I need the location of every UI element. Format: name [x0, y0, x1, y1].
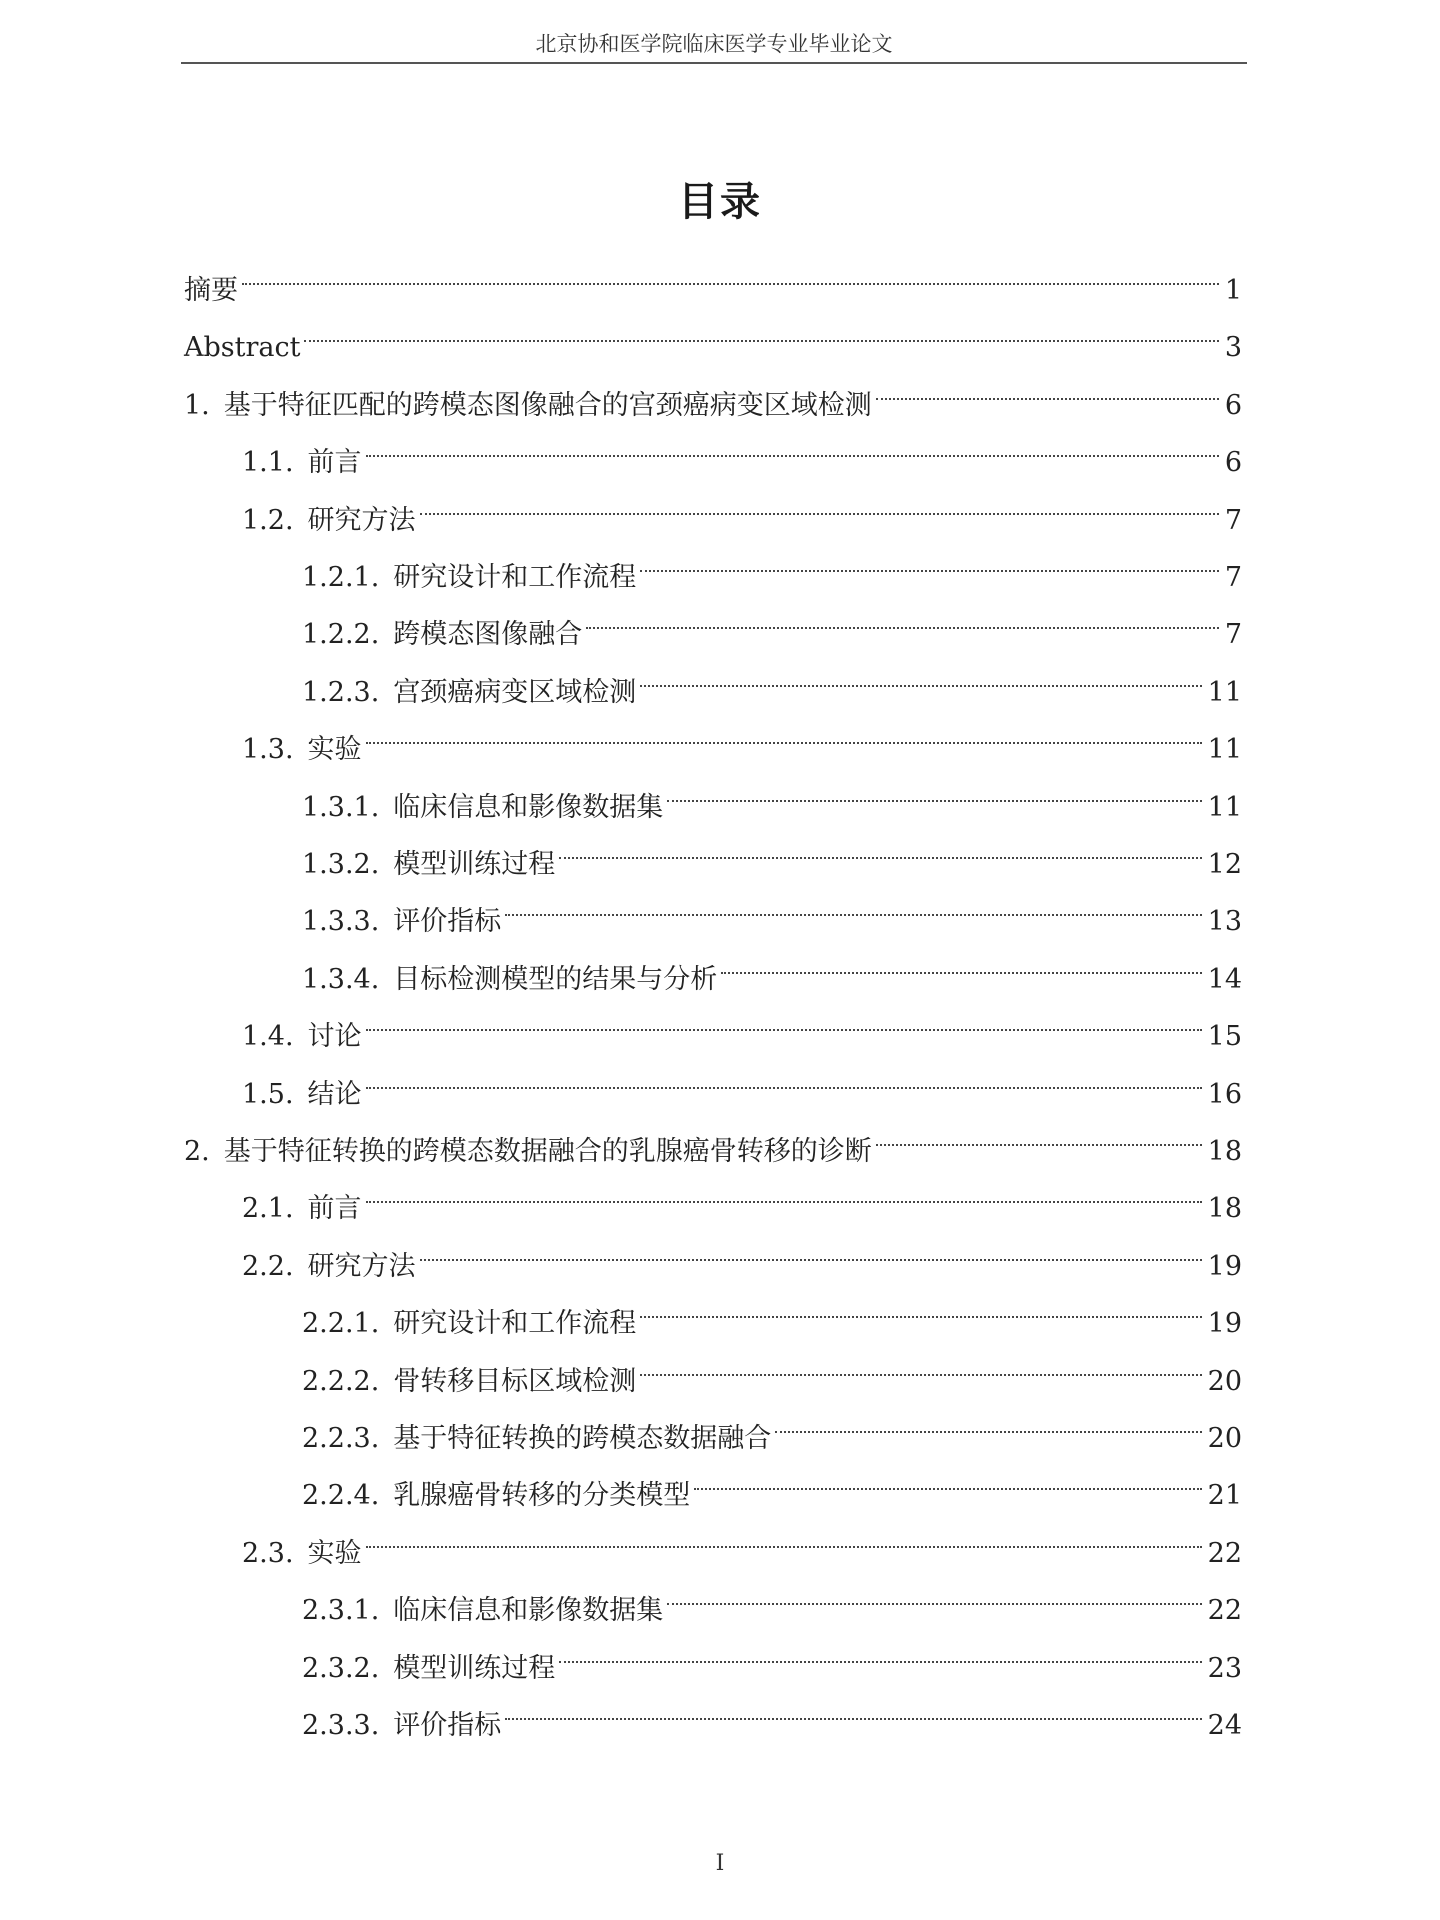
toc-entry[interactable]	[184, 243, 1242, 306]
toc-entry-page-number: 20	[1207, 1423, 1242, 1454]
toc-dot-leader	[559, 817, 1201, 873]
toc-entry-number: 2.3.	[242, 1538, 294, 1569]
toc-entry[interactable]	[302, 1448, 1242, 1511]
toc-entry-number: 1.	[184, 390, 210, 421]
toc-entry-number: 1.2.	[242, 505, 294, 536]
toc-entry-number: 1.2.2.	[302, 619, 380, 650]
toc-entry-number: 1.4.	[242, 1021, 294, 1052]
toc-entry[interactable]	[242, 1161, 1242, 1224]
toc-entry[interactable]	[242, 415, 1242, 478]
toc-entry-label: 临床信息和影像数据集	[393, 792, 664, 823]
toc-entry-number: 1.3.	[242, 734, 294, 765]
toc-entry-page-number: 24	[1207, 1710, 1242, 1741]
toc-entry-number: 1.2.3.	[302, 677, 380, 708]
toc-entry-label: 宫颈癌病变区域检测	[393, 677, 637, 708]
toc-entry-page-number: 1	[1224, 275, 1242, 306]
toc-entry[interactable]	[302, 1276, 1242, 1339]
toc-dot-leader	[667, 1563, 1201, 1619]
toc-entry-label: 模型训练过程	[393, 849, 556, 880]
toc-entry-page-number: 19	[1207, 1251, 1242, 1282]
toc-entry-label: 讨论	[307, 1021, 362, 1052]
toc-entry[interactable]	[302, 645, 1242, 708]
toc-entry-number: 2.1.	[242, 1193, 294, 1224]
running-header: 北京协和医学院临床医学专业毕业论文	[535, 32, 893, 56]
toc-entry-page-number: 11	[1207, 792, 1242, 823]
toc-entry-page-number: 15	[1207, 1021, 1242, 1052]
toc-entry-label: 研究设计和工作流程	[393, 562, 637, 593]
toc-dot-leader	[640, 645, 1201, 701]
toc-entry-number: 1.3.4.	[302, 964, 380, 995]
toc-entry-number: 2.	[184, 1136, 210, 1167]
toc-entry[interactable]	[184, 1104, 1242, 1167]
toc-entry-label: 实验	[307, 734, 362, 765]
toc-entry[interactable]	[302, 1621, 1242, 1684]
page-number: I	[715, 1851, 725, 1876]
toc-entry[interactable]	[242, 1047, 1242, 1110]
toc-entry-label: 基于特征转换的跨模态数据融合	[393, 1423, 772, 1454]
toc-entry-label: 骨转移目标区域检测	[393, 1366, 637, 1397]
toc-entry-label: 跨模态图像融合	[393, 619, 583, 650]
toc-entry-page-number: 7	[1224, 505, 1242, 536]
toc-entry-page-number: 3	[1224, 332, 1242, 363]
toc-entry-page-number: 20	[1207, 1366, 1242, 1397]
toc-entry-page-number: 16	[1207, 1079, 1242, 1110]
toc-entry-page-number: 12	[1207, 849, 1242, 880]
toc-entry-label: 模型训练过程	[393, 1653, 556, 1684]
page-title: 目录	[678, 178, 762, 225]
toc-dot-leader	[640, 530, 1219, 586]
toc-entry-label: 研究方法	[307, 1251, 416, 1282]
toc-dot-leader	[366, 1047, 1202, 1103]
toc-dot-leader	[420, 473, 1219, 529]
toc-dot-leader	[667, 760, 1201, 816]
toc-entry-number: 1.3.1.	[302, 792, 380, 823]
toc-entry-page-number: 6	[1224, 447, 1242, 478]
toc-entry[interactable]	[184, 300, 1242, 363]
toc-entry[interactable]	[242, 473, 1242, 536]
toc-entry[interactable]	[302, 530, 1242, 593]
toc-dot-leader	[366, 702, 1202, 758]
toc-entry-label: 乳腺癌骨转移的分类模型	[393, 1480, 691, 1511]
toc-entry-page-number: 22	[1207, 1595, 1242, 1626]
toc-entry-label: 评价指标	[393, 1710, 502, 1741]
toc-entry-label: 目标检测模型的结果与分析	[393, 964, 718, 995]
toc-dot-leader	[586, 587, 1219, 643]
toc-entry[interactable]	[242, 702, 1242, 765]
toc-entry[interactable]	[242, 1506, 1242, 1569]
toc-entry-page-number: 6	[1224, 390, 1242, 421]
toc-entry-page-number: 19	[1207, 1308, 1242, 1339]
toc-entry-label: 基于特征转换的跨模态数据融合的乳腺癌骨转移的诊断	[223, 1136, 872, 1167]
toc-entry-page-number: 7	[1224, 562, 1242, 593]
toc-entry[interactable]	[302, 760, 1242, 823]
toc-dot-leader	[304, 300, 1218, 356]
toc-entry-page-number: 22	[1207, 1538, 1242, 1569]
toc-entry[interactable]	[302, 587, 1242, 650]
toc-entry-page-number: 18	[1207, 1193, 1242, 1224]
toc-entry-label: 临床信息和影像数据集	[393, 1595, 664, 1626]
toc-entry-number: 2.2.4.	[302, 1480, 380, 1511]
toc-entry-label: 前言	[307, 1193, 362, 1224]
toc-entry[interactable]	[302, 1391, 1242, 1454]
toc-entry-label: 研究设计和工作流程	[393, 1308, 637, 1339]
toc-entry[interactable]	[302, 1678, 1242, 1741]
toc-dot-leader	[640, 1276, 1201, 1332]
toc-entry-number: 2.3.1.	[302, 1595, 380, 1626]
toc-entry[interactable]	[184, 358, 1242, 421]
toc-entry-label: 实验	[307, 1538, 362, 1569]
toc-entry-number: 1.2.1.	[302, 562, 380, 593]
toc-entry[interactable]	[302, 1334, 1242, 1397]
toc-dot-leader	[366, 1161, 1202, 1217]
toc-entry[interactable]	[302, 932, 1242, 995]
toc-entry-label: 研究方法	[307, 505, 416, 536]
toc-dot-leader	[721, 932, 1201, 988]
toc-entry[interactable]	[302, 874, 1242, 937]
toc-dot-leader	[505, 874, 1201, 930]
toc-entry-number: 1.3.3.	[302, 906, 380, 937]
toc-entry-label: 评价指标	[393, 906, 502, 937]
toc-entry-number: 2.3.2.	[302, 1653, 380, 1684]
toc-entry-page-number: 18	[1207, 1136, 1242, 1167]
toc-entry-label: 结论	[307, 1079, 362, 1110]
toc-entry-number: 1.5.	[242, 1079, 294, 1110]
toc-entry-number: 1.1.	[242, 447, 294, 478]
toc-dot-leader	[505, 1678, 1201, 1734]
toc-entry-page-number: 11	[1207, 677, 1242, 708]
toc-entry-page-number: 23	[1207, 1653, 1242, 1684]
toc-entry-number: 2.2.1.	[302, 1308, 380, 1339]
toc-entry-label: Abstract	[184, 332, 301, 363]
toc-entry-page-number: 7	[1224, 619, 1242, 650]
toc-entry[interactable]	[302, 817, 1242, 880]
toc-entry-number: 1.3.2.	[302, 849, 380, 880]
toc-entry[interactable]	[242, 989, 1242, 1052]
toc-entry-page-number: 14	[1207, 964, 1242, 995]
toc-dot-leader	[366, 415, 1219, 471]
toc-entry-label: 摘要	[184, 275, 238, 306]
toc-dot-leader	[559, 1621, 1201, 1677]
toc-dot-leader	[242, 243, 1219, 299]
toc-dot-leader	[366, 1506, 1202, 1562]
toc-entry-page-number: 13	[1207, 906, 1242, 937]
toc-entry-number: 2.2.3.	[302, 1423, 380, 1454]
toc-dot-leader	[420, 1219, 1202, 1275]
toc-dot-leader	[694, 1448, 1201, 1504]
toc-dot-leader	[876, 1104, 1202, 1160]
toc-entry[interactable]	[242, 1219, 1242, 1282]
toc-entry-page-number: 21	[1207, 1480, 1242, 1511]
toc-entry-page-number: 11	[1207, 734, 1242, 765]
toc-dot-leader	[876, 358, 1219, 414]
toc-dot-leader	[366, 989, 1202, 1045]
toc-entry-label: 前言	[307, 447, 362, 478]
toc-dot-leader	[775, 1391, 1201, 1447]
toc-entry[interactable]	[302, 1563, 1242, 1626]
toc-entry-number: 2.2.2.	[302, 1366, 380, 1397]
header-divider	[181, 62, 1247, 64]
toc-entry-number: 2.3.3.	[302, 1710, 380, 1741]
toc-dot-leader	[640, 1334, 1201, 1390]
toc-entry-number: 2.2.	[242, 1251, 294, 1282]
toc-entry-label: 基于特征匹配的跨模态图像融合的宫颈癌病变区域检测	[223, 390, 872, 421]
